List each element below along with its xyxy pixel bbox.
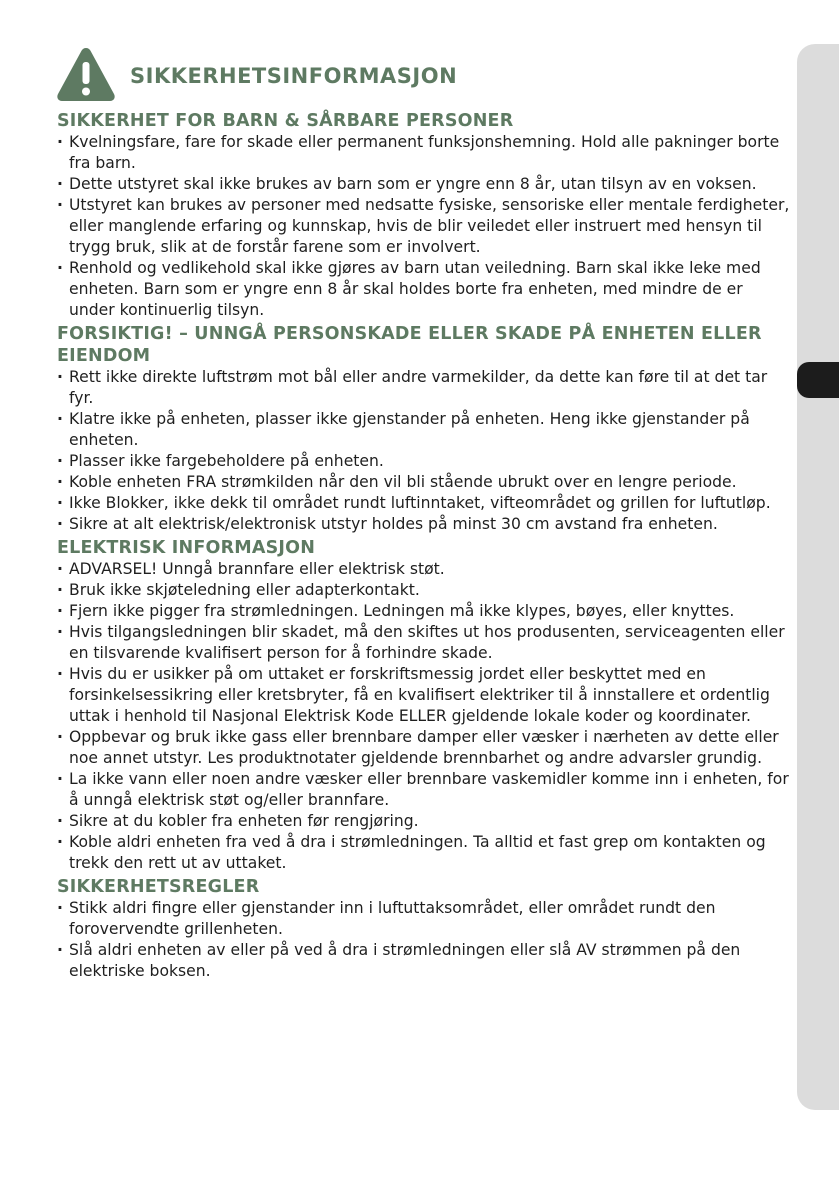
list-item: · Utstyret kan brukes av personer med nedsatte fysiske, sensoriske eller mentale ferdigheter, eller manglende erfaring og kunnskap, hvis de blir veiledet eller instruert med hensyn til trygg bruk, slik at de forstår farene som er involvert. [57, 195, 793, 258]
list-item: · Stikk aldri fingre eller gjenstander inn i luftuttaksområdet, eller området rundt den forovervendte grillenheten. [57, 898, 793, 940]
bullet-list [57, 559, 793, 874]
list-item: · Kvelningsfare, fare for skade eller permanent funksjonshemning. Hold alle pakninger borte fra barn. [57, 132, 793, 174]
list-item: · Koble enheten FRA strømkilden når den vil bli stående ubrukt over en lengre periode. [57, 472, 793, 493]
page-header [56, 46, 457, 102]
list-item: · Fjern ikke pigger fra strømledningen. Ledningen må ikke klypes, bøyes, eller knyttes. [57, 601, 793, 622]
list-item: · Bruk ikke skjøteledning eller adapterkontakt. [57, 580, 793, 601]
list-item: · Hvis tilgangsledningen blir skadet, må den skiftes ut hos produsenten, serviceagenten eller en tilsvarende kvalifisert person for å forhindre skade. [57, 622, 793, 664]
bullet-list [57, 898, 793, 982]
section-heading: ELEKTRISK INFORMASJON [57, 538, 316, 558]
list-item: · Sikre at du kobler fra enheten før rengjøring. [57, 811, 793, 832]
list-item: · Koble aldri enheten fra ved å dra i strømledningen. Ta alltid et fast grep om kontakten og trekk den rett ut av uttaket. [57, 832, 793, 874]
bullet-list [57, 132, 793, 321]
list-item: · ADVARSEL! Unngå brannfare eller elektrisk støt. [57, 559, 793, 580]
list-item: · Ikke Blokker, ikke dekk til området rundt luftinntaket, vifteområdet og grillen for luftutløp. [57, 493, 793, 514]
list-item: · Oppbevar og bruk ikke gass eller brennbare damper eller væsker i nærheten av dette eller noe annet utstyr. Les produktnotater gjeldende brennbarhet og andre advarsler grundig. [57, 727, 793, 769]
warning-triangle-icon [56, 46, 116, 102]
list-item: · Sikre at alt elektrisk/elektronisk utstyr holdes på minst 30 cm avstand fra enheten. [57, 514, 793, 535]
list-item: · Hvis du er usikker på om uttaket er forskriftsmessig jordet eller beskyttet med en forsinkelsessikring eller kretsbryter, få en kvalifisert elektriker til å innstallere et ordentlig uttak i henhold til Nasjonal Elektrisk Kode ELLER gjeldende lokale koder og koordinater. [57, 664, 793, 727]
list-item: · Plasser ikke fargebeholdere på enheten. [57, 451, 793, 472]
section-marker-tab [797, 362, 839, 398]
section-electrical [57, 537, 793, 874]
section-child-safety [57, 110, 793, 321]
section-safety-rules [57, 876, 793, 982]
page-title: SIKKERHETSINFORMASJON [130, 64, 458, 88]
section-heading: FORSIKTIG! – UNNGÅ PERSONSKADE ELLER SKADE PÅ ENHETEN ELLER EIENDOM [57, 324, 762, 366]
safety-content [57, 110, 793, 984]
list-item: · La ikke vann eller noen andre væsker eller brennbare vaskemidler komme inn i enheten, for å unngå elektrisk støt og/eller brannfare. [57, 769, 793, 811]
list-item: · Dette utstyret skal ikke brukes av barn som er yngre enn 8 år, utan tilsyn av en voksen. [57, 174, 793, 195]
bullet-list [57, 367, 793, 535]
side-tab [797, 44, 839, 1110]
section-heading: SIKKERHET FOR BARN & SÅRBARE PERSONER [57, 111, 514, 131]
section-heading: SIKKERHETSREGLER [57, 877, 260, 897]
list-item: · Rett ikke direkte luftstrøm mot bål eller andre varmekilder, da dette kan føre til at det tar fyr. [57, 367, 793, 409]
list-item: · Renhold og vedlikehold skal ikke gjøres av barn utan veiledning. Barn skal ikke leke med enheten. Barn som er yngre enn 8 år skal holdes borte fra enheten, med mindre de er under kontinuerlig tilsyn. [57, 258, 793, 321]
section-caution [57, 323, 793, 535]
list-item: · Slå aldri enheten av eller på ved å dra i strømledningen eller slå AV strømmen på den elektriske boksen. [57, 940, 793, 982]
list-item: · Klatre ikke på enheten, plasser ikke gjenstander på enheten. Heng ikke gjenstander på enheten. [57, 409, 793, 451]
